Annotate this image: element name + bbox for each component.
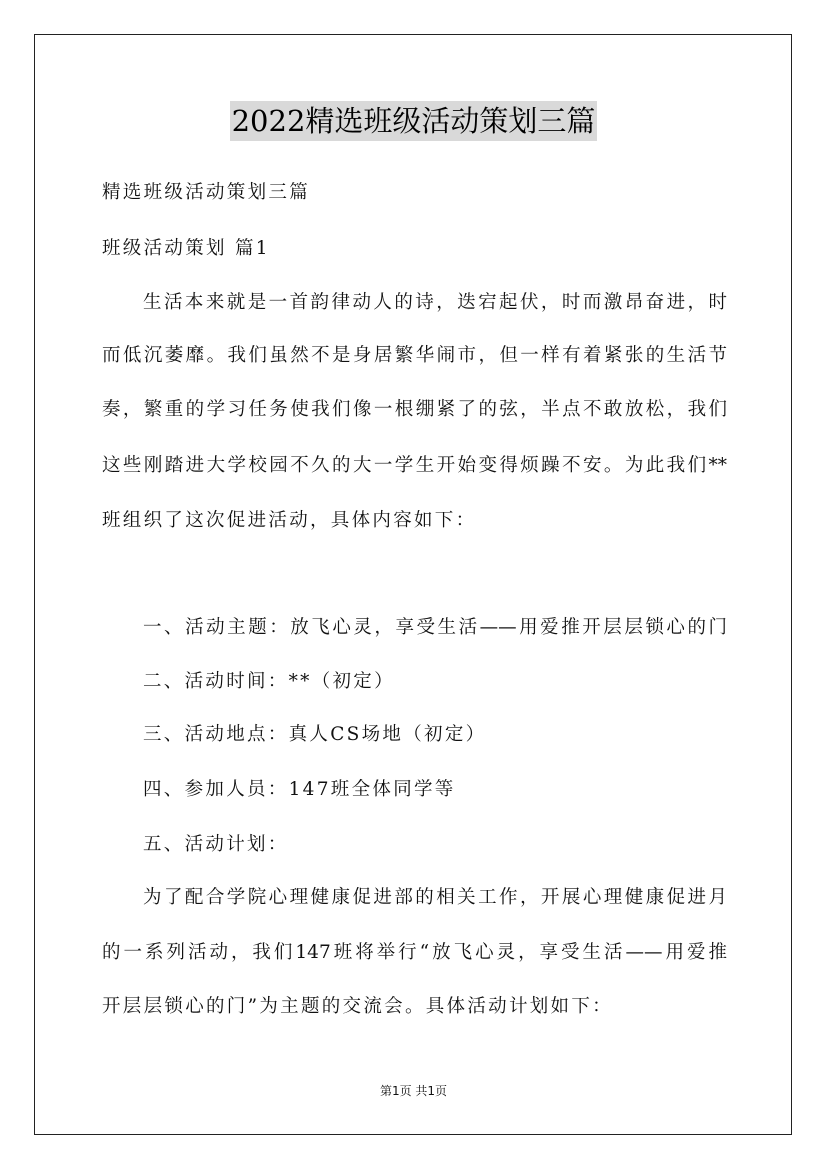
- title-container: [0, 101, 827, 141]
- subtitle: 精选班级活动策划三篇: [102, 182, 311, 203]
- document-title: 2022精选班级活动策划三篇: [230, 101, 598, 141]
- section-heading: 班级活动策划 篇1: [102, 238, 270, 259]
- item-participants: 四、参加人员：147班全体同学等: [143, 779, 456, 800]
- intro-line-2: 而低沉萎靡。我们虽然不是身居繁华闹市，但一样有着紧张的生活节: [102, 345, 727, 366]
- item-theme: 一、活动主题：放飞心灵，享受生活——用爱推开层层锁心的门: [143, 617, 727, 638]
- plan-line-3: 开层层锁心的门”为主题的交流会。具体活动计划如下：: [102, 996, 613, 1017]
- item-time: 二、活动时间：**（初定）: [143, 671, 395, 692]
- intro-line-5: 班组织了这次促进活动，具体内容如下：: [102, 510, 477, 531]
- intro-line-1: 生活本来就是一首韵律动人的诗，迭宕起伏，时而激昂奋进，时: [143, 292, 727, 313]
- page-footer: 第1页 共1页: [379, 1084, 448, 1098]
- plan-line-2: 的一系列活动，我们147班将举行“放飞心灵，享受生活——用爱推: [102, 942, 727, 963]
- plan-line-1: 为了配合学院心理健康促进部的相关工作，开展心理健康促进月: [143, 887, 727, 908]
- item-location: 三、活动地点：真人CS场地（初定）: [143, 724, 487, 745]
- item-plan: 五、活动计划：: [143, 834, 289, 855]
- intro-line-3: 奏，繁重的学习任务使我们像一根绷紧了的弦，半点不敢放松，我们: [102, 399, 727, 420]
- intro-line-4: 这些刚踏进大学校园不久的大一学生开始变得烦躁不安。为此我们**: [102, 455, 727, 476]
